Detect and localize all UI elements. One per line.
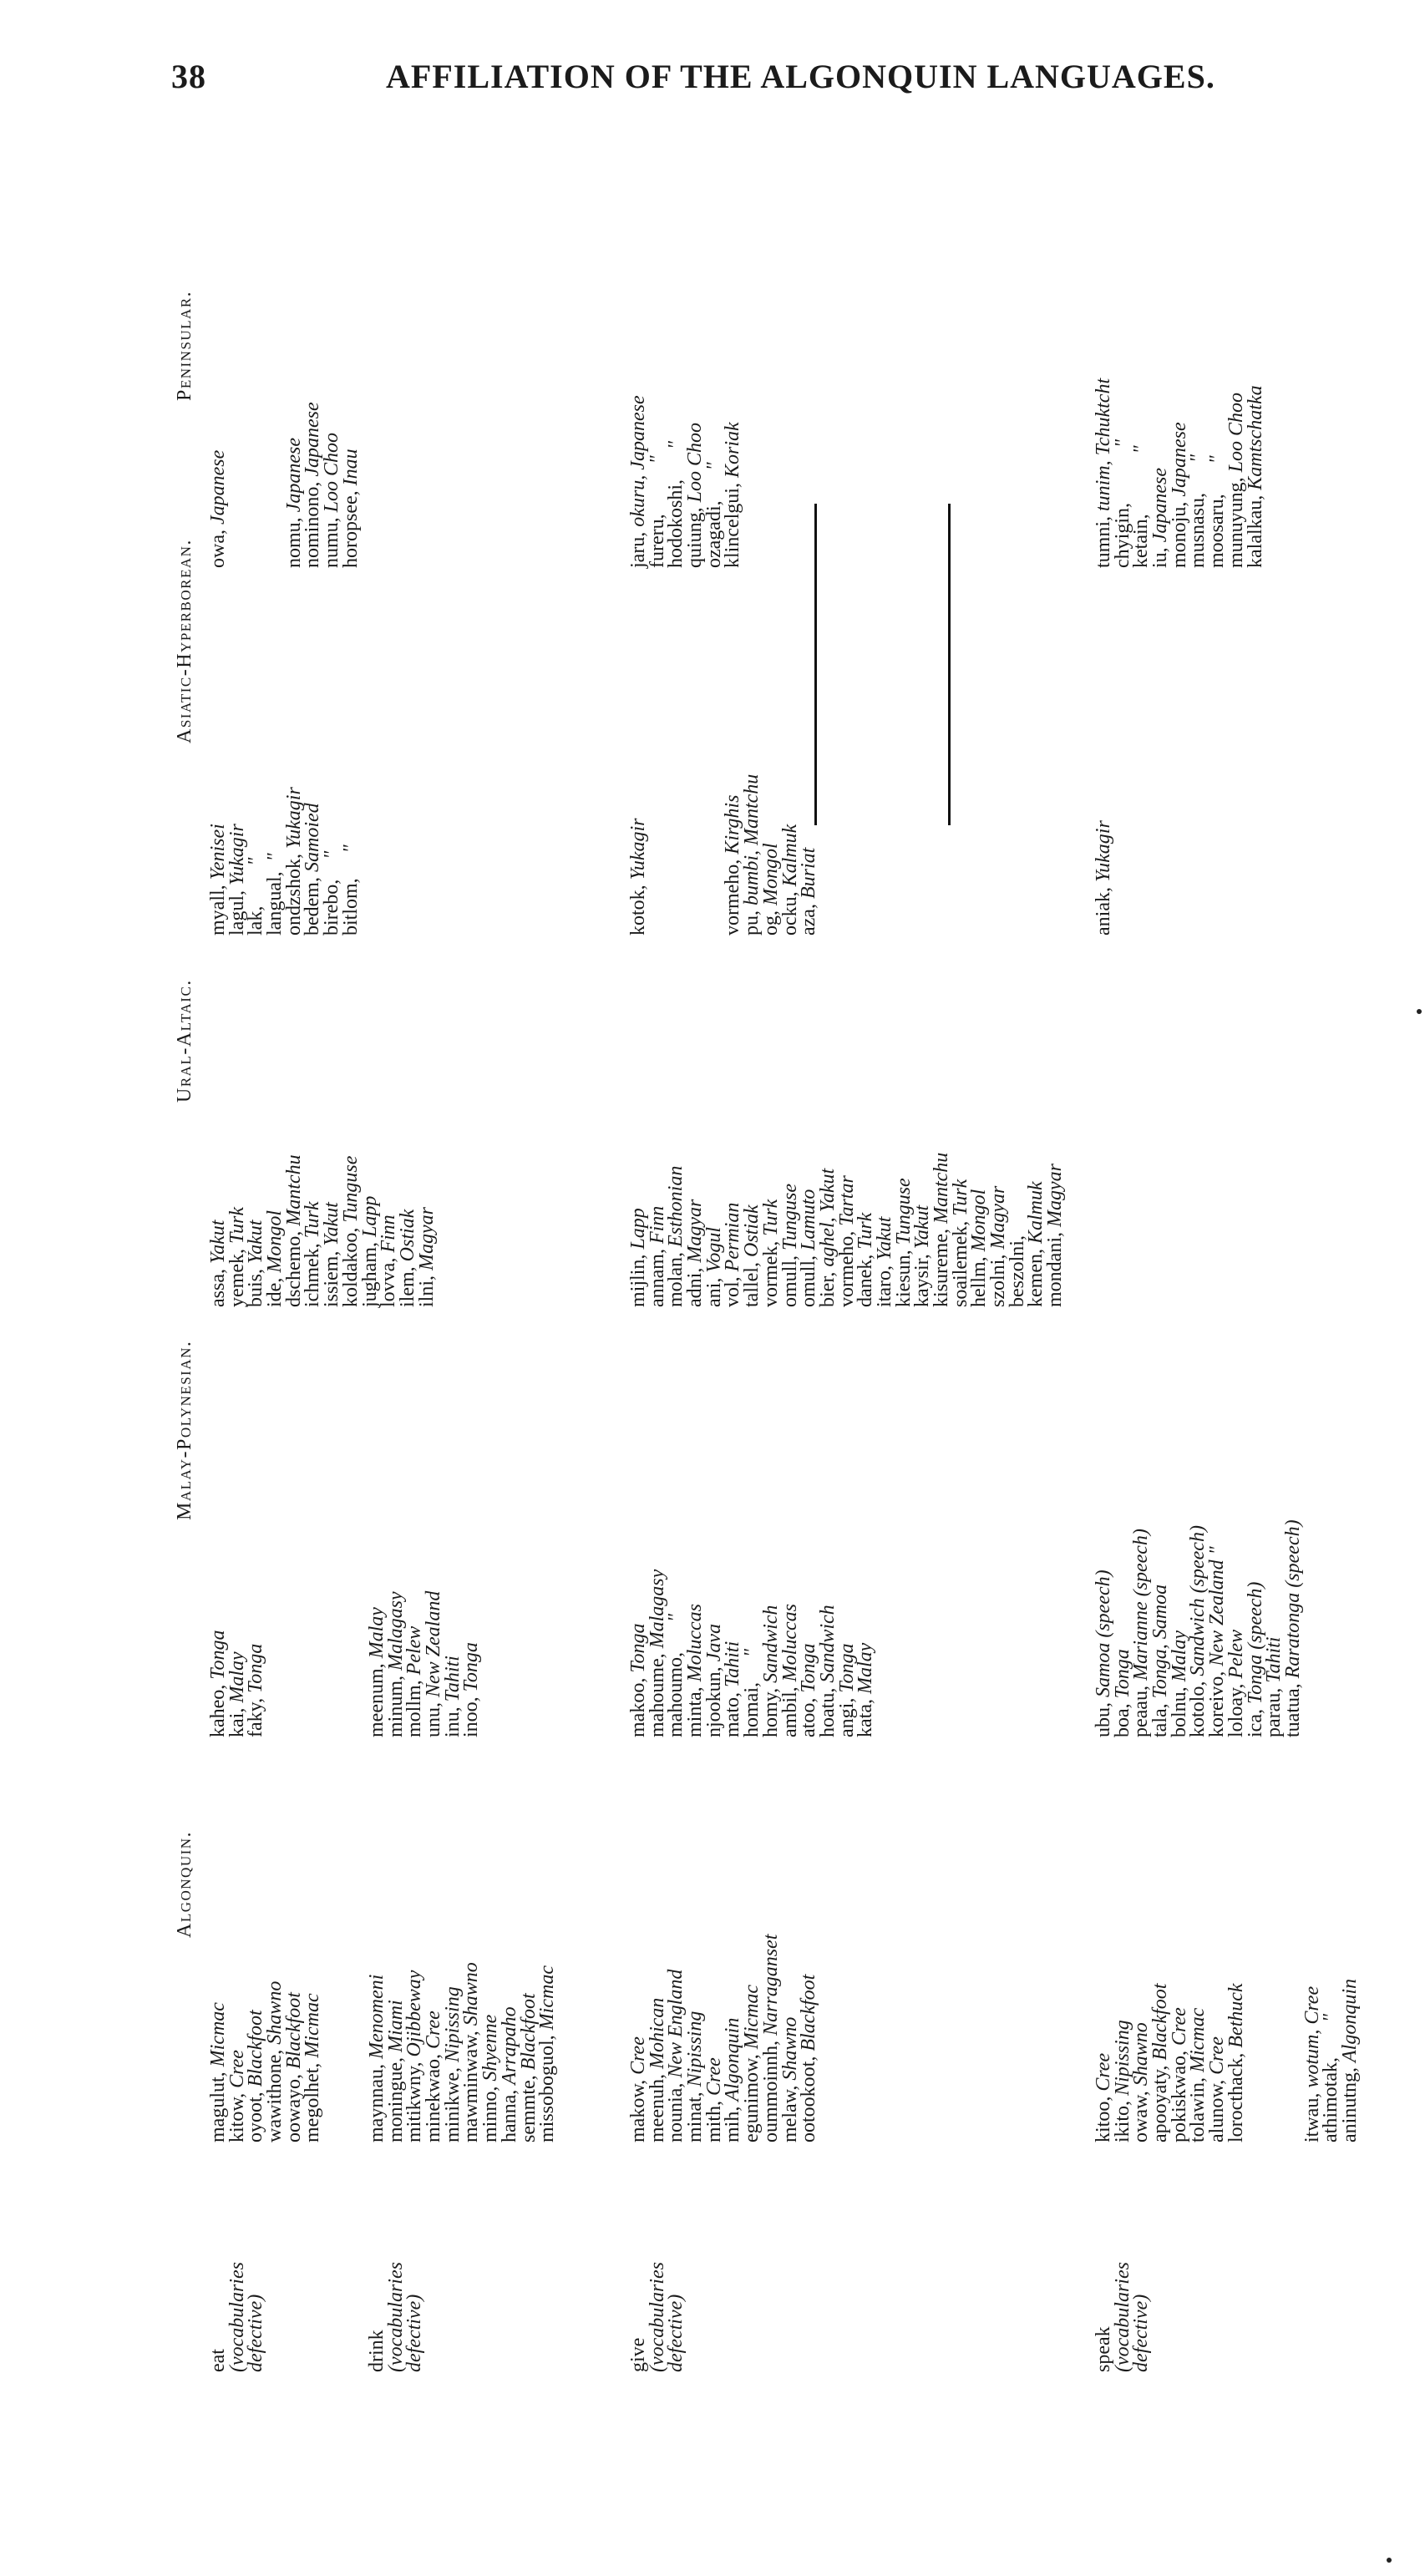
- entry: [1246, 1979, 1265, 2142]
- entry: peaau, Marianne (speech): [1130, 1529, 1153, 1737]
- entry: ilni, Magyar: [415, 1207, 438, 1307]
- entry: moningue, Miami: [384, 2000, 407, 2142]
- col-word-group-4: [1094, 2262, 1151, 2372]
- entry: tolawin, Micmac: [1187, 2007, 1209, 2142]
- entry: kitoo, Cree: [1093, 2052, 1114, 2142]
- entry: inoo, Tonga: [460, 1642, 483, 1737]
- entry: itwau, wotum, Cree: [1301, 1985, 1323, 2142]
- col-asiatic-group-4: [1094, 820, 1113, 936]
- entry: athimotak, ": [1320, 2013, 1342, 2142]
- entry: vol, Permian: [722, 1202, 744, 1307]
- entry: minta, Moluccas: [684, 1604, 707, 1737]
- col-peninsular-group-1: [209, 402, 361, 568]
- entry: inu, Tahiti: [441, 1656, 464, 1737]
- entry: vormeho, Kirghis: [722, 794, 744, 936]
- entry: jaru, okuru, Japanese: [627, 395, 649, 568]
- entry: issiem, Yakut: [321, 1202, 343, 1307]
- entry: wawithone, Shawno: [264, 1980, 287, 2142]
- entry: kotolo, Sandwich (speech): [1187, 1525, 1209, 1737]
- entry: musnasu, ": [1187, 454, 1209, 568]
- entry: vormek, Turk: [759, 1199, 782, 1307]
- col-asiatic-group-1: [209, 787, 361, 936]
- entry: yemek, Turk: [226, 1207, 248, 1307]
- entry: hoatu, Sandwich: [816, 1605, 839, 1737]
- entry: fureru, ": [646, 455, 668, 568]
- entry: ozagadi, ": [702, 462, 725, 568]
- entry: langual, ": [264, 853, 287, 936]
- entry: ocku, Kalmuk: [778, 824, 801, 936]
- entry: lak, ": [245, 857, 267, 936]
- entry: missoboguol, Micmac: [536, 1965, 559, 2142]
- entry: [246, 402, 266, 568]
- entry: beszolni,: [1006, 1235, 1028, 1307]
- entry: [228, 402, 247, 568]
- entry: lorocthack, Bethuck: [1225, 1983, 1247, 2142]
- entry: njookun, Java: [702, 1624, 725, 1737]
- entry: ondzshok, Yukagir: [282, 787, 305, 936]
- entry: [648, 774, 667, 936]
- entry: minekwao, Cree: [423, 2011, 445, 2142]
- entry: mato, Tahiti: [722, 1640, 744, 1737]
- col-head-asiatic: Asiatic-Hyperborean.: [174, 539, 195, 743]
- entry: ubu, Samoa (speech): [1093, 1569, 1114, 1737]
- entry: megolhet, Micmac: [302, 1993, 324, 2142]
- entry: makoo, Tonga: [627, 1623, 649, 1737]
- entry: unu, New Zealand: [423, 1590, 445, 1737]
- col-word-group-1: [209, 2262, 266, 2372]
- running-title: AFFILIATION OF THE ALGONQUIN LANGUAGES.: [386, 58, 1215, 95]
- col-malay-group-3: [629, 1569, 875, 1737]
- entry: pokiskwao, Cree: [1168, 2007, 1190, 2142]
- col-head-peninsular: Peninsular.: [174, 290, 195, 401]
- entry: kai, Malay: [226, 1651, 248, 1737]
- entry: magulut, Micmac: [207, 2002, 229, 2142]
- entry: nominono, Japanese: [302, 402, 324, 568]
- entry: og, Mongol: [759, 843, 782, 936]
- entry: munuyung, Loo Choo: [1225, 392, 1247, 568]
- stray-mark: [1417, 1009, 1422, 1014]
- entry: nomu, Japanese: [282, 438, 305, 568]
- entry: vormeho, Tartar: [835, 1175, 858, 1307]
- entry: aninutng, Algonquin: [1338, 1979, 1361, 2142]
- entry: oummoinnh, Narraganset: [759, 1934, 782, 2142]
- entry: iu, Japanese: [1149, 468, 1172, 568]
- entry: mijlin, Lapp: [627, 1208, 649, 1307]
- gloss-word: drink: [366, 2330, 388, 2372]
- col-asiatic-group-3: [629, 774, 819, 936]
- entry: mith, Cree: [702, 2057, 725, 2142]
- entry: omull, Lamuto: [798, 1189, 820, 1307]
- entry: bitlom, ": [339, 844, 362, 936]
- entry: koreivo, New Zealand ": [1206, 1546, 1229, 1737]
- entry: minat, Nipissing: [684, 2011, 707, 2142]
- entry: angi, Tonga: [835, 1643, 858, 1737]
- rotated-comparison-table: [174, 184, 1403, 2372]
- entry: danek, Turk: [854, 1212, 877, 1307]
- entry: buis, Yakut: [245, 1220, 267, 1307]
- gloss-word: defective): [403, 2294, 426, 2372]
- entry: minno, Shyenne: [479, 2014, 502, 2142]
- entry: [686, 774, 705, 936]
- gloss-word: defective): [665, 2294, 687, 2372]
- entry: quiung, Loo Choo: [684, 422, 707, 568]
- gloss-word: (vocabularies: [226, 2262, 248, 2372]
- gloss-word: (vocabularies: [1111, 2262, 1133, 2372]
- entry: nounia, New England: [665, 1969, 687, 2142]
- entry: atoo, Tonga: [798, 1643, 820, 1737]
- col-ural-group-3: [629, 1153, 1065, 1307]
- entry: adni, Magyar: [684, 1199, 707, 1307]
- entry: meenum, Malay: [366, 1607, 388, 1737]
- entry: ide, Mongol: [264, 1210, 287, 1307]
- entry: owa, Japanese: [207, 449, 229, 568]
- entry: monoju, Japanese: [1168, 422, 1190, 568]
- entry: [667, 774, 686, 936]
- entry: ani, Vogul: [702, 1227, 725, 1307]
- entry: soailemek, Turk: [949, 1179, 971, 1307]
- entry: myall, Yenisei: [207, 824, 229, 936]
- gloss-word: (vocabularies: [646, 2262, 668, 2372]
- entry: koldakoo, Tunguse: [339, 1155, 362, 1307]
- col-head-malay: Malay-Polynesian.: [174, 1340, 195, 1520]
- entry: meenuh, Mohican: [646, 1997, 668, 2142]
- gloss-word: speak: [1093, 2326, 1114, 2372]
- gloss-word: defective): [245, 2294, 267, 2372]
- entry: kitow, Cree: [226, 2050, 248, 2142]
- entry: [1265, 1979, 1284, 2142]
- entry: ilem, Ostiak: [396, 1209, 418, 1307]
- entry: mitikwny, Ojibbeway: [403, 1970, 426, 2142]
- entry: hodokoshi, ": [665, 440, 687, 568]
- entry: klincelgui, Koriak: [722, 422, 744, 568]
- entry: mondani, Magyar: [1044, 1164, 1067, 1307]
- entry: kata, Malay: [854, 1642, 877, 1737]
- entry: semmte, Blackfoot: [517, 1993, 540, 2142]
- entry: melaw, Shawno: [778, 2016, 801, 2142]
- entry: molan, Esthonian: [665, 1165, 687, 1307]
- entry: tumni, tunim, Tchuktcht: [1093, 378, 1114, 568]
- entry: horopsee, Inau: [339, 449, 362, 568]
- entry: apooyaty, Blackfoot: [1149, 1983, 1172, 2142]
- col-head-algonquin: Algonquin.: [174, 1830, 195, 1938]
- page-number: 38: [171, 58, 206, 95]
- col-head-ural: Ural-Altaic.: [174, 979, 195, 1103]
- entry: kotok, Yukagir: [627, 818, 649, 936]
- col-peninsular-group-3: [629, 395, 743, 568]
- entry: minikwe, Nipissing: [441, 1986, 464, 2142]
- entry: [1284, 1979, 1303, 2142]
- entry: ica, Tonga (speech): [1244, 1581, 1266, 1737]
- gloss-word: defective): [1130, 2294, 1153, 2372]
- entry: pu, bumbi, Mantchu: [741, 773, 763, 936]
- bracket-line-upper: [814, 504, 817, 825]
- entry: homy, Sandwich: [759, 1605, 782, 1737]
- entry: owaw, Shawno: [1130, 2022, 1153, 2142]
- entry: moosaru, ": [1206, 455, 1229, 568]
- entry: bier, aghel, Yakut: [816, 1168, 839, 1307]
- col-algonquin-group-1: [209, 1981, 322, 2142]
- entry: lagul, Yukagir: [226, 824, 248, 936]
- col-malay-group-4: [1094, 1519, 1303, 1737]
- entry: birebo, ": [321, 850, 343, 936]
- gloss-word: (vocabularies: [384, 2262, 407, 2372]
- col-algonquin-group-3: [629, 1935, 819, 2142]
- col-malay-group-2: [368, 1591, 481, 1737]
- stray-mark-bottom: [1387, 2558, 1392, 2563]
- col-ural-group-1: [209, 1154, 436, 1307]
- entry: kalalkau, Kamtschatka: [1244, 385, 1266, 568]
- col-algonquin-group-4: [1094, 1979, 1360, 2142]
- entry: hellm, Mongol: [968, 1189, 991, 1307]
- entry: lovva, Finn: [378, 1214, 400, 1307]
- entry: minum, Malagasy: [384, 1591, 407, 1737]
- entry: egunimow, Micmac: [741, 1984, 763, 2142]
- entry: hanna, Arrapaho: [498, 2006, 520, 2142]
- col-algonquin-group-2: [368, 1962, 557, 2142]
- entry: tallel, Ostiak: [741, 1204, 763, 1307]
- entry: [705, 774, 724, 936]
- entry: ikito, Nipissing: [1111, 2020, 1133, 2142]
- entry: mahoumo, ": [665, 1613, 687, 1737]
- entry: boa, Tonga: [1111, 1649, 1133, 1737]
- entry: ichmek, Turk: [302, 1201, 324, 1307]
- entry: aniak, Yukagir: [1093, 820, 1114, 936]
- entry: assa, Yakut: [207, 1220, 229, 1307]
- entry: aza, Buriat: [798, 847, 820, 936]
- entry: omull, Tunguse: [778, 1183, 801, 1307]
- entry: annam, Finn: [646, 1205, 668, 1307]
- entry: numu, Loo Choo: [321, 432, 343, 568]
- entry: tala, Tonga, Samoa: [1149, 1584, 1172, 1737]
- entry: bolnu, Malay: [1168, 1630, 1190, 1737]
- entry: ambil, Moluccas: [778, 1604, 801, 1737]
- entry: jugham, Lapp: [358, 1195, 381, 1307]
- col-word-group-3: [629, 2262, 686, 2372]
- gloss-word: give: [627, 2337, 649, 2372]
- entry: makow, Cree: [627, 2036, 649, 2142]
- col-word-group-2: [368, 2262, 424, 2372]
- gloss-word: eat: [207, 2349, 229, 2372]
- entry: kemen, Kalmuk: [1025, 1181, 1047, 1307]
- entry: tuatua, Raratonga (speech): [1281, 1519, 1304, 1737]
- entry: homai, ": [741, 1648, 763, 1737]
- entry: oowayo, Blackfoot: [282, 1992, 305, 2142]
- entry: loloay, Pelew: [1225, 1629, 1247, 1737]
- entry: mollm, Pelew: [403, 1625, 426, 1737]
- entry: maynnau, Menomeni: [366, 1974, 388, 2142]
- entry: mih, Algonquin: [722, 2017, 744, 2142]
- col-peninsular-group-4: [1094, 378, 1265, 568]
- entry: [266, 402, 285, 568]
- entry: kisureme, Mantchu: [931, 1152, 952, 1307]
- entry: faky, Tonga: [245, 1643, 267, 1737]
- entry: ketain, ": [1130, 445, 1153, 568]
- entry: bedem, Samoied: [302, 803, 324, 936]
- bracket-line-lower: [948, 504, 951, 825]
- entry: parau, Tahiti: [1263, 1636, 1286, 1737]
- entry: mawminwaw, Shawno: [460, 1962, 483, 2142]
- entry: szolni, Magyar: [987, 1185, 1010, 1307]
- entry: kiesun, Tunguse: [892, 1178, 915, 1307]
- col-malay-group-1: [209, 1630, 266, 1737]
- entry: ootookoot, Blackfoot: [798, 1974, 820, 2142]
- entry: kaysir, Yakut: [911, 1204, 934, 1307]
- entry: kaheo, Tonga: [207, 1630, 229, 1737]
- entry: chyigin, ": [1111, 439, 1133, 568]
- entry: dschemo, Mantchu: [282, 1154, 305, 1307]
- entry: mahoume, Malagasy: [646, 1569, 668, 1737]
- entry: itaro, Yakut: [873, 1216, 895, 1307]
- entry: oyoot, Blackfoot: [245, 2010, 267, 2142]
- entry: alunow, Cree: [1206, 2036, 1229, 2142]
